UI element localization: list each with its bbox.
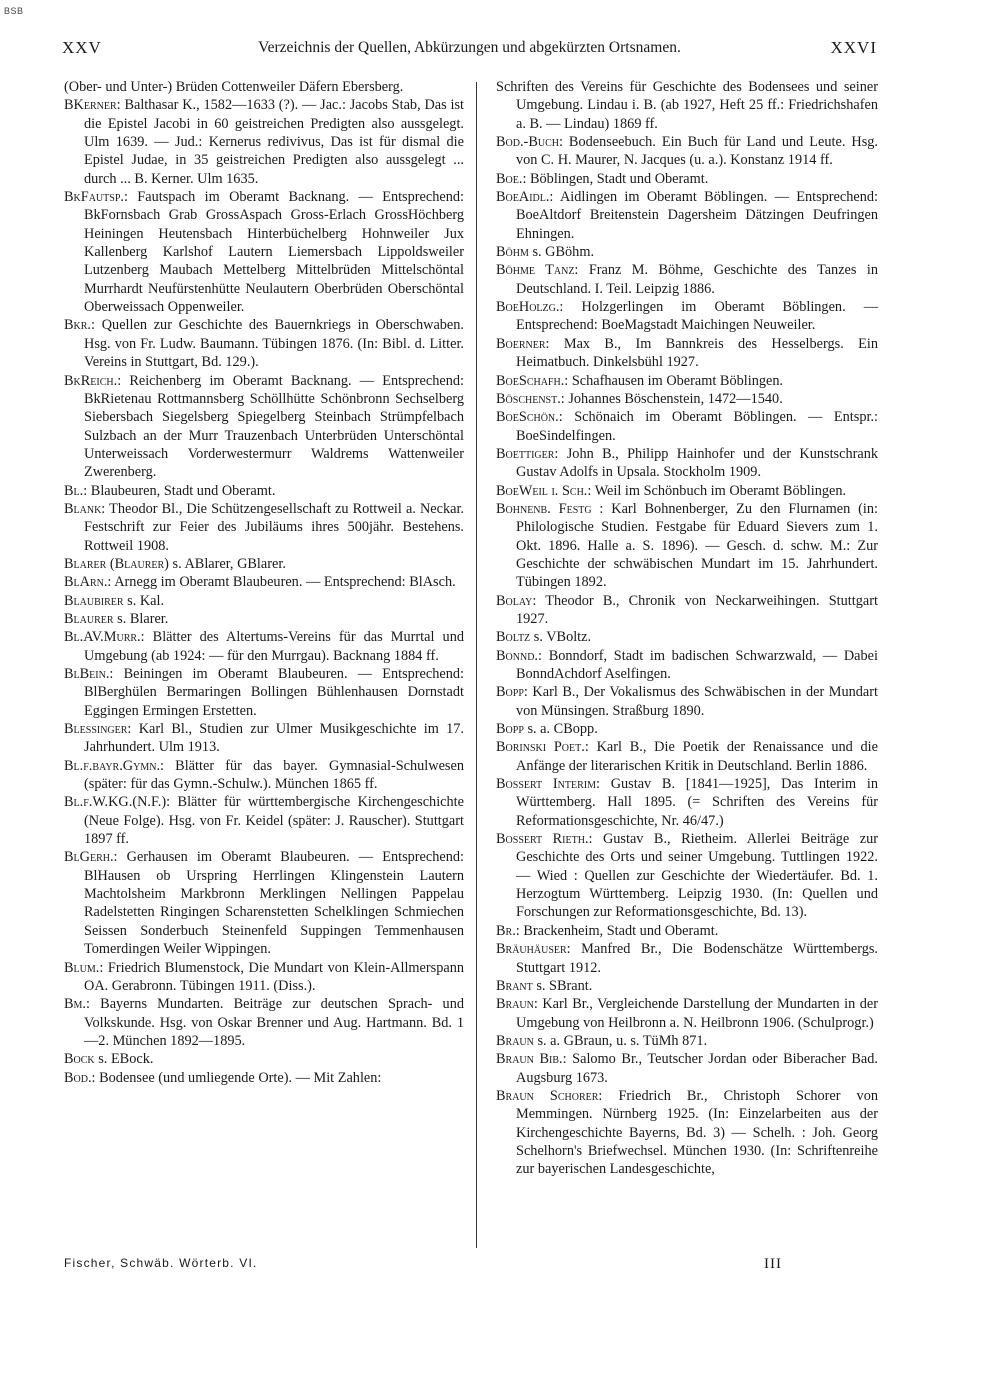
entry-abbreviation: Boerner: [496, 335, 550, 352]
entry [496, 500, 878, 592]
library-stamp: BSB [4, 6, 24, 16]
entry-text: Franz M. Böhme, Geschichte des Tanzes in Deutschland. I. Teil. Leipzig 1886. [516, 262, 878, 297]
entry [496, 922, 878, 940]
entry-abbreviation: Brant [496, 977, 533, 994]
entry-abbreviation: Bod.-Buch: [496, 134, 563, 151]
entry [496, 592, 878, 629]
entry [64, 555, 464, 573]
entry-text: Holzgerlingen im Oberamt Böblingen. — Entsprechend: BoeMagstadt Maichingen Neuweiler. [516, 299, 878, 334]
entry-text: s. GBöhm. [532, 244, 595, 261]
entry-abbreviation: Boe.: [496, 170, 527, 187]
entry-text: Aidlingen im Oberamt Böblingen. — Entsprechend: BoeAltdorf Breitenstein Dagersheim Dätzingen Deufringen Ehningen. [516, 189, 878, 242]
entry [64, 500, 464, 555]
entry-text: Blätter des Altertums-Vereins für das Murrtal und Umgebung (ab 1924: — für den Murrgau). Backnang 1884 ff. [84, 629, 464, 664]
entry-text: Karl Bl., Studien zur Ulmer Musikgeschichte im 17. Jahrhundert. Ulm 1913. [84, 721, 464, 756]
entry-text: Bayerns Mundarten. Beiträge zur deutschen Sprach- und Volkskunde. Hsg. von Oskar Brenner und Aug. Hartmann. Bd. 1—2. München 1892—1895. [84, 996, 465, 1049]
entry-text: s. a. CBopp. [527, 721, 598, 738]
entry-abbreviation: BkReich.: [64, 372, 122, 389]
entry [496, 482, 878, 500]
entry-abbreviation: Böschenst.: [496, 390, 565, 407]
entry-text: Blätter für württembergische Kirchengeschichte (Neue Folge). Hsg. von Fr. Keidel (später: J. Rauscher). Stuttgart 1897 ff. [84, 794, 464, 848]
entry-abbreviation: Blank: [64, 500, 106, 517]
page-number-left: XXV [62, 38, 102, 57]
entry [496, 1032, 878, 1050]
entry-text: Beiningen im Oberamt Blaubeuren. — Entsprechend: BlBerghülen Bermaringen Bollingen Bühlenhausen Dornstadt Eggingen Ermingen Erstetten. [84, 666, 464, 719]
entry-abbreviation: Blum.: [64, 959, 104, 976]
entry [64, 665, 464, 720]
entry-abbreviation: Bl.: [64, 482, 88, 499]
entry-abbreviation: Blarer (Blaurer) [64, 555, 169, 572]
entry-text: Johannes Böschenstein, 1472—1540. [568, 390, 783, 407]
entry-abbreviation: Bräuhäuser: [496, 941, 571, 958]
entry-text: Karl B., Der Vokalismus des Schwäbischen in der Mundart von Münsingen. Straßburg 1890. [516, 684, 879, 719]
entry-abbreviation: Bonnd.: [496, 647, 542, 664]
entry [496, 372, 878, 390]
entry-text: (Ober- und Unter-) Brüden Cottenweiler Däfern Ebersberg. [64, 79, 404, 95]
entry-text: Bodenseebuch. Ein Buch für Land und Leute. Hsg. von C. H. Maurer, N. Jacques (u. a.). Konstanz 1914 ff. [516, 134, 878, 169]
entry-text: Reichenberg im Oberamt Backnang. — Entsprechend: BkRietenau Rottmannsberg Schöllhütte Schönbronn Sechselberg Siebersbach Siegelsberg Spiegelberg Steinbach Strümpfelbach Sulzbach an der Murr Trauzenbach Unterbrüden Unterschöntal Unterweissach Vorderwestermurr Waldrems Wattenweiler Zwerenberg. [84, 372, 464, 481]
page-header [62, 38, 877, 62]
entry-text: Schönaich im Oberamt Böblingen. — Entspr.: BoeSindelfingen. [516, 409, 879, 444]
entry-text: Friedrich Blumenstock, Die Mundart von Klein-Allmerspann OA. Gerabronn. Tübingen 1911. (Diss.). [84, 959, 464, 994]
entry-abbreviation: Bopp [496, 721, 524, 738]
entry [496, 830, 878, 922]
entry-abbreviation: Bl.f.bayr.Gymn.: [64, 757, 164, 774]
entry-text: s. Kal. [127, 592, 165, 609]
entry [496, 335, 878, 372]
entry-text: Brackenheim, Stadt und Oberamt. [523, 922, 719, 939]
entry [64, 573, 464, 591]
entry-text: s. SBrant. [536, 977, 593, 994]
entry-text: Blaubeuren, Stadt und Oberamt. [90, 482, 276, 499]
entry-abbreviation: BoeAidl.: [496, 189, 554, 206]
entry-text: Bodensee (und umliegende Orte). — Mit Zahlen: [99, 1069, 382, 1086]
entry-text: John B., Philipp Hainhofer und der Kunstschrank Gustav Adolfs in Upsala. Stockholm 1909. [516, 445, 879, 481]
entry-abbreviation: Bohnenb. Festg : [496, 500, 604, 517]
entry-abbreviation: BoeSchafh.: [496, 372, 569, 389]
entry-text: Friedrich Br., Christoph Schorer von Memmingen. Nürnberg 1925. (In: Einzelarbeiten aus der Kirchengeschichte Bayerns, Bd. 3) — Schelh. : Joh. Georg Schelhorn's Briefwechsel. München 1930. (In: Schriftenreihe zur bayerischen Landesgeschichte, [516, 1087, 878, 1178]
entry [64, 959, 464, 996]
entry-abbreviation: Bopp: [496, 684, 528, 701]
entry-abbreviation: Bolay: [496, 592, 537, 609]
entry [496, 738, 878, 775]
entry [64, 482, 464, 500]
entry-text: Quellen zur Geschichte des Bauernkriegs in Oberschwaben. Hsg. von Fr. Ludw. Baumann. Tübingen 1876. (In: Bibl. d. Litter. Vereins in Stuttgart, Bd. 129.). [84, 317, 465, 371]
footer-signature: Fischer, Schwäb. Wörterb. VI. [64, 1256, 258, 1270]
entry-abbreviation: BoeHolzg.: [496, 299, 564, 316]
entry-text: Balthasar K., 1582—1633 (?). — Jac.: Jacobs Stab, Das ist die Epistel Jacobi in 60 geistreichen Predigten also aussgelegt. Ulm 1639. — Jud.: Kernerus redivivus, Das ist für dismal die Epistel Judae, in 35 geistreichen Predigten also aussgelegt ... durch ... B. Kerner. Ulm 1635. [84, 97, 464, 187]
entry-abbreviation: Blaubirer [64, 592, 124, 609]
entry-abbreviation: BoeSchön.: [496, 409, 563, 426]
entry-text: Gustav B. [1841—1925], Das Interim in Württemberg. Hall 1895. (= Schriften des Vereins für Reformationsgeschichte, Nr. 46/47.) [516, 776, 878, 829]
entry-abbreviation: BlBein.: [64, 666, 114, 682]
entry-abbreviation: BkFautsp.: [64, 189, 128, 206]
entry-text: Arnegg im Oberamt Blaubeuren. — Entsprechend: BlAsch. [114, 574, 456, 591]
entry [496, 243, 878, 261]
entry [496, 995, 878, 1032]
entry-text: s. VBoltz. [533, 629, 592, 646]
entry [496, 647, 878, 684]
entry-abbreviation: Braun Bib.: [496, 1051, 567, 1068]
entry [496, 977, 878, 995]
entry [64, 720, 464, 757]
entry-abbreviation: Böhme Tanz: [496, 262, 579, 279]
entry [496, 628, 878, 646]
entry-abbreviation: Br.: [496, 922, 520, 939]
entry [496, 133, 878, 170]
entry [496, 720, 878, 738]
entry-abbreviation: Blaurer [64, 610, 114, 627]
entry [496, 170, 878, 188]
entry-text: Salomo Br., Teutscher Jordan oder Biberacher Bad. Augsburg 1673. [516, 1051, 878, 1086]
entry-text: Karl B., Die Poetik der Renaissance und die Anfänge der literarischen Kritik in Deutschland. Berlin 1886. [516, 739, 878, 774]
entry [496, 683, 878, 720]
entry-abbreviation: Bl.f.W.KG.(N.F.): [64, 794, 171, 811]
entry-abbreviation: Bossert Rieth.: [496, 831, 593, 848]
left-column [64, 78, 464, 1087]
entry-text: Theodor Bl., Die Schützengesellschaft zu Rottweil a. Neckar. Festschrift zur Feier des Jubiläums ihres 500jähr. Bestehens. Rottweil 1908. [84, 500, 464, 554]
entry [64, 96, 464, 188]
entry [496, 775, 878, 830]
entry-text: Schriften des Vereins für Geschichte des Bodensees und seiner Umgebung. Lindau i. B. (ab 1927, Heft 25 ff.: Friedrichshafen a. B. — Lindau) 1869 ff. [496, 79, 878, 132]
entry-text: s. a. GBraun, u. s. TüMh 871. [537, 1032, 708, 1049]
entry-abbreviation: Boettiger: [496, 445, 559, 462]
entry [496, 390, 878, 408]
entry-text: Blätter für das bayer. Gymnasial-Schulwesen (später: für das Gymn.-Schulw.). München 1865 ff. [84, 757, 464, 793]
column-divider [476, 82, 477, 1248]
entry [64, 757, 464, 794]
entry [64, 1050, 464, 1068]
entry-abbreviation: Bock [64, 1051, 95, 1068]
entry-text: Karl Bohnenberger, Zu den Flurnamen (in: Philologische Studien. Festgabe für Eduard Sievers zum 1. Okt. 1896. Halle a. S. 1896). — Gesch. d. schw. M.: Zur Geschichte der schwäbischen Mundart im 15. Jahrhundert. Tübingen 1892. [516, 500, 878, 591]
entry [64, 592, 464, 610]
entry-text: Bonndorf, Stadt im badischen Schwarzwald, — Dabei BonndAchdorf Aselfingen. [516, 647, 878, 682]
entry [496, 188, 878, 243]
entry-abbreviation: Borinski Poet.: [496, 739, 589, 756]
entry-abbreviation: BlArn.: [64, 574, 112, 591]
entry-text: Gerhausen im Oberamt Blaubeuren. — Entsprechend: BlHausen ob Urspring Herrlingen Klingenstein Lautern Machtolsheim Markbronn Merklingen Nellingen Pappelau Radelstetten Ringingen Scharenstetten Schelklingen Schmiechen Seissen Sonderbuch Steinenfeld Suppingen Temmenhausen Tomerdingen Weiler Wippingen. [84, 849, 465, 958]
page-number-right: XXVI [830, 38, 877, 57]
entry [64, 78, 464, 96]
entry-text: Fautspach im Oberamt Backnang. — Entsprechend: BkFornsbach Grab GrossAspach Gross-Erlach GrossHöchberg Heiningen Heutensbach Hinterbüchelberg Hohnweiler Jux Kallenberg Karlshof Lautern Liemersbach Lippoldsweiler Lutzenberg Maubach Mettelberg Mittelbrüden Mittelschöntal Murrhardt Neufürstenhütte Neulautern Oberbrüden Oberschöntal Oberweissach Oppenweiler. [84, 189, 464, 316]
entry [64, 188, 464, 316]
entry [496, 1087, 878, 1179]
entry [64, 316, 464, 371]
entry-abbreviation: Braun Schorer: [496, 1087, 603, 1104]
entry-text: Manfred Br., Die Bodenschätze Württembergs. Stuttgart 1912. [516, 941, 878, 976]
entry [496, 445, 878, 482]
entry [64, 1069, 464, 1087]
entry [496, 1050, 878, 1087]
entry [496, 298, 878, 335]
entry [64, 848, 464, 958]
entry-text: Karl Br., Vergleichende Darstellung der Mundarten in der Umgebung von Heilbronn a. N. Heilbronn 1906. (Schulprogr.) [516, 996, 878, 1031]
entry [496, 78, 878, 133]
entry-text: s. ABlarer, GBlarer. [172, 555, 286, 572]
entry [496, 261, 878, 298]
page-footer [64, 1256, 879, 1276]
entry-text: Schafhausen im Oberamt Böblingen. [571, 372, 784, 389]
entry-abbreviation: Bl.AV.Murr.: [64, 629, 145, 646]
entry-text: Böblingen, Stadt und Oberamt. [530, 170, 709, 187]
entry-abbreviation: Bod.: [64, 1069, 96, 1086]
entry-text: s. EBock. [98, 1051, 154, 1068]
entry [64, 995, 464, 1050]
entry-abbreviation: Braun [496, 1032, 534, 1049]
entry-text: Gustav B., Rietheim. Allerlei Beiträge zur Geschichte des Orts und seiner Umgebung. Tuttlingen 1922. — Wied : Quellen zur Geschichte der Wiedertäufer. Bd. 1. Herzogtum Württemberg. Leipzig 1930. (In: Quellen und Forschungen zur Reformationsgeschichte, Bd. 13). [516, 831, 878, 921]
entry-abbreviation: Boltz [496, 629, 531, 646]
entry-abbreviation: Bm.: [64, 996, 90, 1013]
right-column [496, 78, 878, 1179]
entry-abbreviation: BlGerh.: [64, 849, 118, 866]
entry-abbreviation: Bossert Interim: [496, 776, 600, 793]
entry-abbreviation: BoeWeil i. Sch.: [496, 482, 592, 499]
entry-abbreviation: Bkr.: [64, 317, 95, 334]
entry-text: s. Blarer. [117, 610, 169, 627]
entry-text: Theodor B., Chronik von Neckarweihingen. Stuttgart 1927. [516, 592, 878, 627]
entry [64, 628, 464, 665]
entry [496, 408, 878, 445]
entry-text: Weil im Schönbuch im Oberamt Böblingen. [594, 482, 847, 499]
entry [64, 610, 464, 628]
signature-mark: III [764, 1256, 782, 1272]
page-title: Verzeichnis der Quellen, Abkürzungen und abgekürzten Ortsnamen. [258, 39, 681, 56]
entry-abbreviation: Braun: [496, 996, 538, 1013]
entry [496, 940, 878, 977]
entry [64, 793, 464, 848]
entry [64, 372, 464, 482]
entry-abbreviation: Böhm [496, 244, 529, 261]
entry-abbreviation: BKerner: [64, 97, 121, 114]
entry-text: Max B., Im Bannkreis des Hesselbergs. Ein Heimatbuch. Dinkelsbühl 1927. [516, 335, 879, 371]
entry-abbreviation: Blessinger: [64, 721, 132, 738]
